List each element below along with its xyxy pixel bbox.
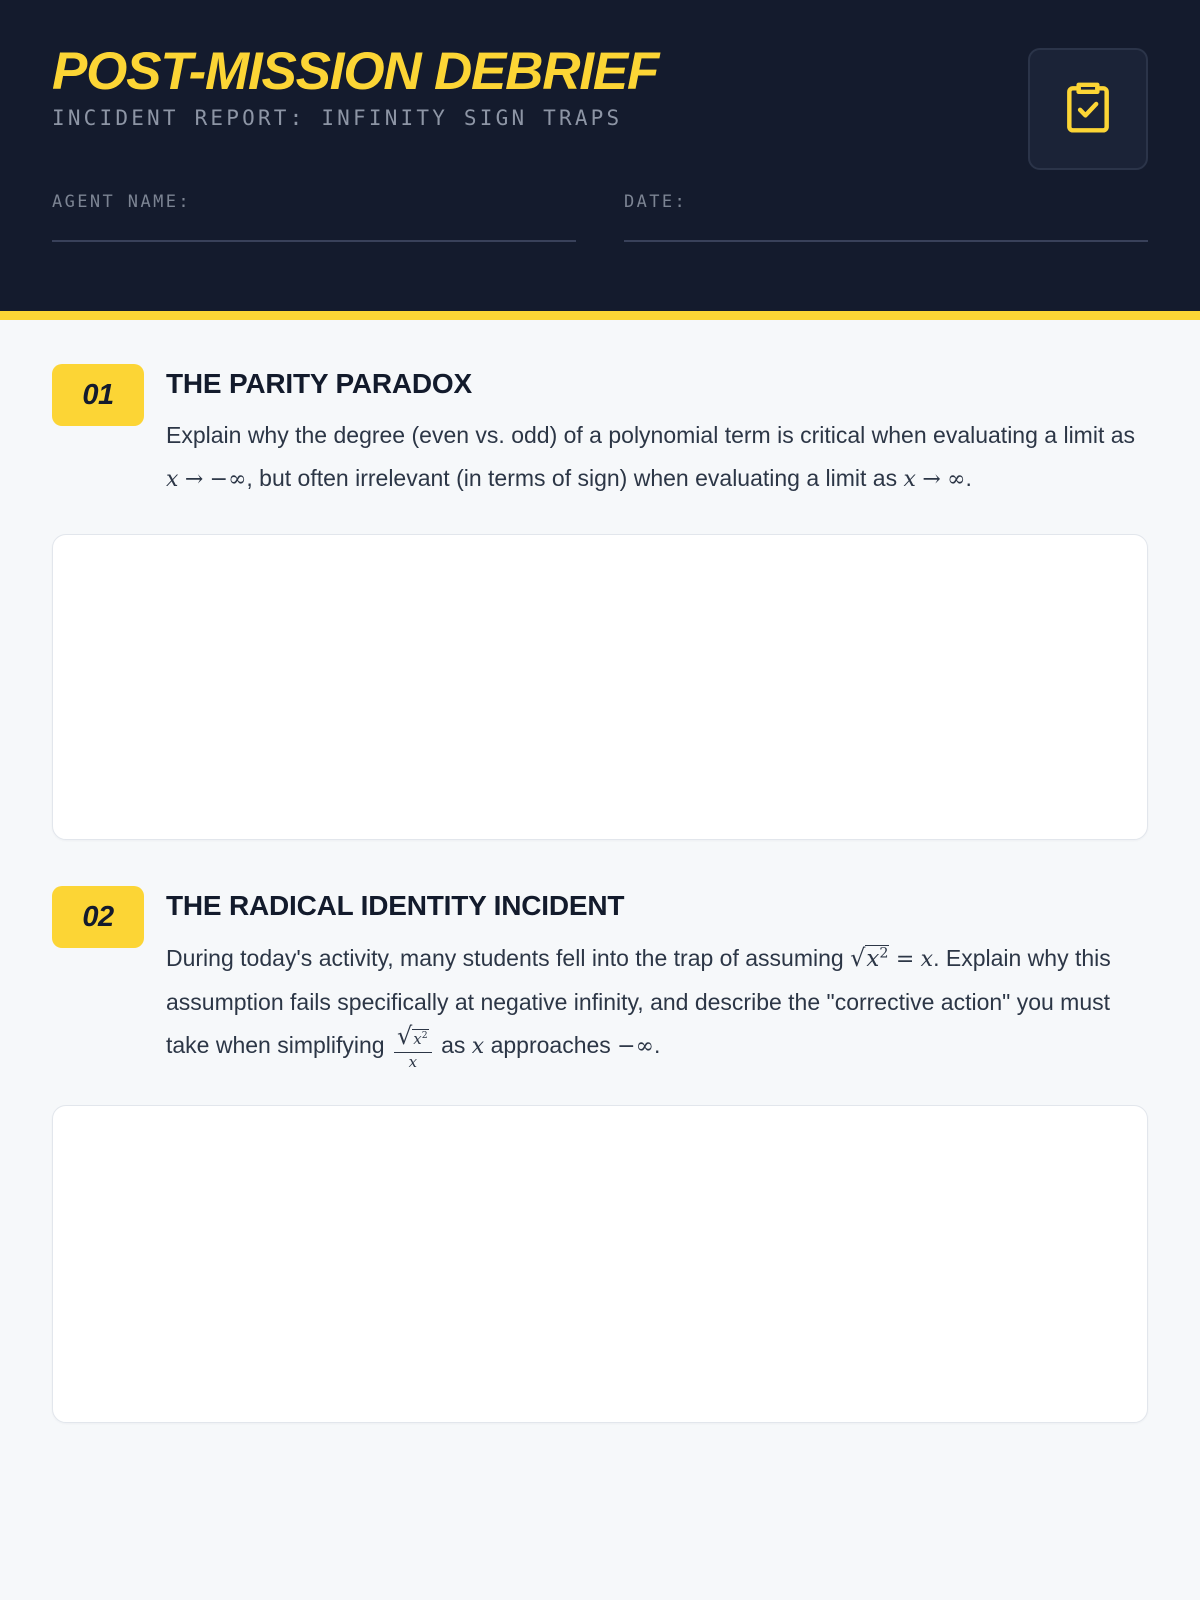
date-label: DATE:: [624, 191, 688, 212]
math-sqrt-x-squared: $√x^2$: [850, 944, 889, 973]
math-negative-infinity: −∞: [617, 1034, 654, 1060]
task-item: [52, 886, 1148, 1423]
task-prompt-part: .: [965, 464, 972, 491]
task-prompt-part: .: [653, 1032, 661, 1059]
task-header: [52, 886, 1148, 1071]
task-prompt-part: , but often irrelevant (in terms of sign) when evaluating a limit as: [246, 464, 904, 491]
answer-box[interactable]: [52, 534, 1148, 840]
header-fields: [52, 192, 1148, 242]
task-number-badge: 01: [52, 364, 144, 426]
task-prompt-part: approaches: [484, 1032, 618, 1059]
date-input[interactable]: [624, 224, 1148, 242]
math-fraction-sqrt-x-squared-over-x: $\frac{√x^2}{x}$: [394, 1023, 432, 1071]
task-header: [52, 364, 1148, 500]
agent-name-label: AGENT NAME:: [52, 191, 191, 212]
task-prompt: [166, 414, 1148, 500]
math-arrow: →: [184, 466, 204, 492]
date-field[interactable]: [624, 192, 1148, 242]
agent-name-input[interactable]: [52, 224, 576, 242]
math-var-x: x: [903, 466, 916, 492]
task-body: [166, 364, 1148, 500]
clipboard-check-icon: [1060, 76, 1116, 143]
math-negative-infinity: −∞: [209, 466, 247, 492]
math-var-x: x: [166, 466, 179, 492]
math-infinity: ∞: [947, 466, 966, 492]
task-number-badge: 02: [52, 886, 144, 948]
math-var-x: x: [471, 1034, 485, 1060]
task-title: THE PARITY PARADOX: [166, 368, 472, 399]
task-prompt: [166, 936, 1148, 1071]
math-var-x: x: [920, 947, 934, 973]
task-prompt-part: as: [434, 1032, 472, 1059]
task-title: THE RADICAL IDENTITY INCIDENT: [166, 890, 625, 922]
page-subtitle: INCIDENT REPORT: INFINITY SIGN TRAPS: [52, 105, 623, 130]
document-header: [0, 0, 1200, 320]
task-prompt-part: During today's activity, many students fell into the trap of assuming: [166, 945, 851, 972]
math-arrow: →: [922, 466, 941, 492]
task-body: [166, 886, 1148, 1071]
clipboard-badge: [1028, 48, 1148, 170]
task-prompt-part: . Explain why this assumption fails specifically at negative infinity, and describe the "corrective action" you must take when simplifying: [166, 945, 1111, 1059]
page-title: POST-MISSION DEBRIEF: [52, 42, 659, 101]
math-exponent: 2: [879, 945, 889, 962]
agent-name-field[interactable]: [52, 192, 576, 242]
task-prompt-part: Explain why the degree (even vs. odd) of a polynomial term is critical when evaluating a limit as: [166, 422, 1136, 448]
math-var-x: x: [866, 946, 880, 973]
math-var-x: x: [408, 1053, 418, 1072]
math-equals: =: [895, 947, 915, 973]
math-var-x: x: [413, 1030, 422, 1049]
answer-box[interactable]: [52, 1105, 1148, 1423]
tasks-container: [0, 320, 1200, 1423]
task-item: [52, 364, 1148, 840]
math-exponent: 2: [421, 1030, 428, 1042]
